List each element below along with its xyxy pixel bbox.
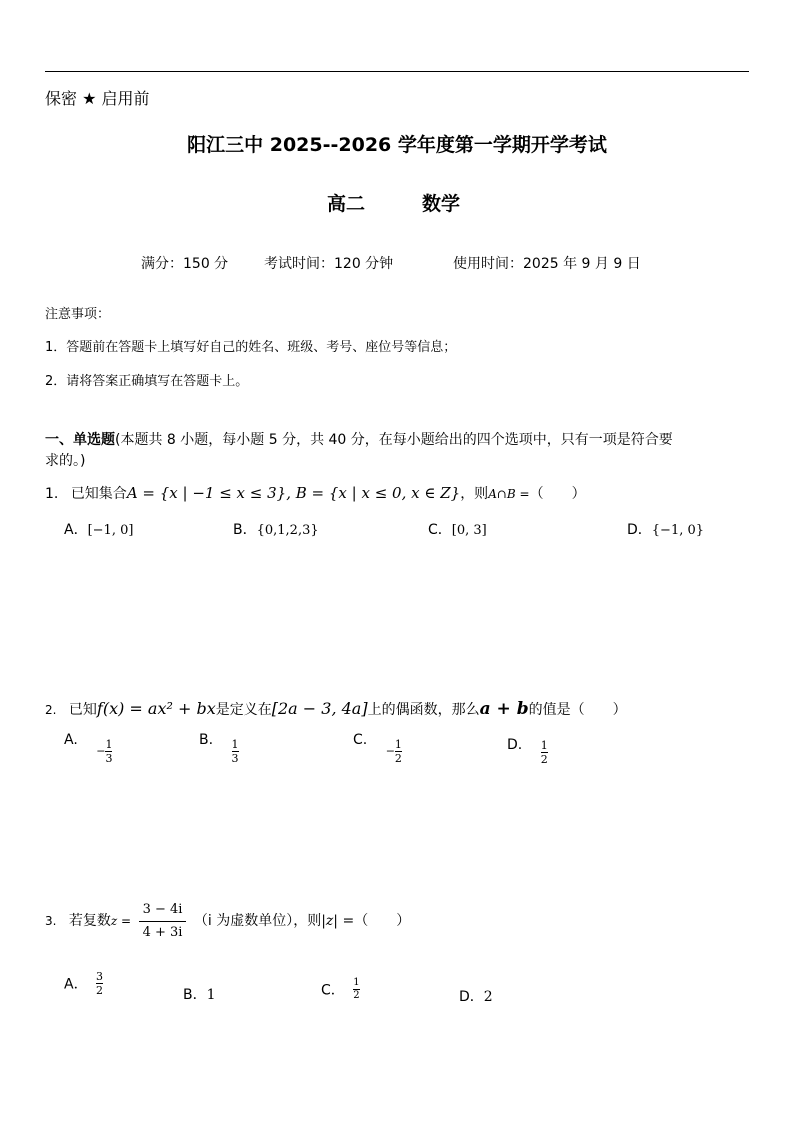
section-heading	[45, 429, 673, 449]
exam-duration: 考试时间：120 分钟	[264, 256, 394, 272]
question-text: （i 为虚数单位），则	[193, 913, 322, 930]
option-c[interactable]: C. − $\frac{1}{2}$	[353, 732, 402, 766]
option-a[interactable]: A. − $\frac{1}{3}$	[64, 732, 113, 766]
answer-paren: （ ）	[529, 486, 586, 502]
sum-expr: a + b	[479, 699, 529, 719]
complex-fraction: $\frac{3 - 4i}{4 + 3i}$	[139, 902, 187, 940]
note-item: 2．请将答案正确填写在答题卡上。	[45, 374, 249, 389]
top-rule	[45, 71, 749, 72]
option-d[interactable]: D．{−1, 0}	[627, 522, 705, 538]
use-date: 使用时间：2025 年 9 月 9 日	[453, 256, 641, 272]
question-text: ，则	[460, 486, 489, 502]
question-text: 的值是（ ）	[528, 702, 627, 718]
section-desc-cont: 求的。)	[45, 453, 86, 469]
interval-expr: [2a − 3, 4a]	[271, 699, 368, 718]
question-1	[45, 483, 586, 503]
note-item: 1．答题前在答题卡上填写好自己的姓名、班级、考号、座位号等信息；	[45, 340, 457, 355]
z-equals: z =	[110, 914, 132, 929]
question-text: 已知	[68, 702, 97, 718]
question-2	[45, 699, 627, 719]
subject-label: 数学	[422, 193, 461, 215]
section-desc: (本题共 8 小题，每小题 5 分，共 40 分，在每小题给出的四个选项中，只有一项是符合要	[115, 432, 673, 448]
question-text: 若复数	[68, 913, 111, 930]
intersection-expr: A∩B =	[488, 487, 530, 501]
option-d[interactable]: D. $\frac{1}{2}$	[507, 737, 548, 767]
option-a[interactable]: A．[−1, 0]	[64, 522, 134, 538]
question-text: 已知集合	[70, 486, 127, 502]
option-c[interactable]: C．[0, 3]	[428, 522, 487, 538]
notes-heading: 注意事项：	[45, 307, 111, 322]
question-text: 上的偶函数，那么	[367, 702, 480, 718]
option-b[interactable]: B．{0,1,2,3}	[233, 522, 319, 538]
option-d[interactable]: D．2	[459, 989, 493, 1005]
abs-z: |z| =	[321, 913, 355, 930]
function-expr: f(x) = ax² + bx	[96, 699, 216, 718]
question-number: 2.	[45, 703, 57, 717]
confidential-label: 保密 ★ 启用前	[45, 89, 150, 108]
option-c[interactable]: C． $\frac{1}{2}$	[321, 977, 360, 1001]
question-3	[45, 902, 410, 940]
option-b[interactable]: B. $\frac{1}{3}$	[199, 732, 239, 766]
question-text: 是定义在	[215, 702, 272, 718]
option-a[interactable]: A． $\frac{3}{2}$	[64, 970, 104, 998]
question-number: 1.	[45, 486, 59, 502]
grade-label: 高二	[327, 193, 366, 215]
set-definition: A = {x | −1 ≤ x ≤ 3}, B = {x | x ≤ 0, x ∈ Z}	[126, 484, 461, 502]
exam-title: 阳江三中 2025--2026 学年度第一学期开学考试	[187, 134, 607, 156]
answer-paren: （ ）	[354, 913, 411, 930]
option-b[interactable]: B．1	[183, 987, 216, 1003]
question-number: 3.	[45, 914, 57, 929]
full-score: 满分：150 分	[141, 256, 229, 272]
section-title: 一、单选题	[45, 432, 115, 448]
